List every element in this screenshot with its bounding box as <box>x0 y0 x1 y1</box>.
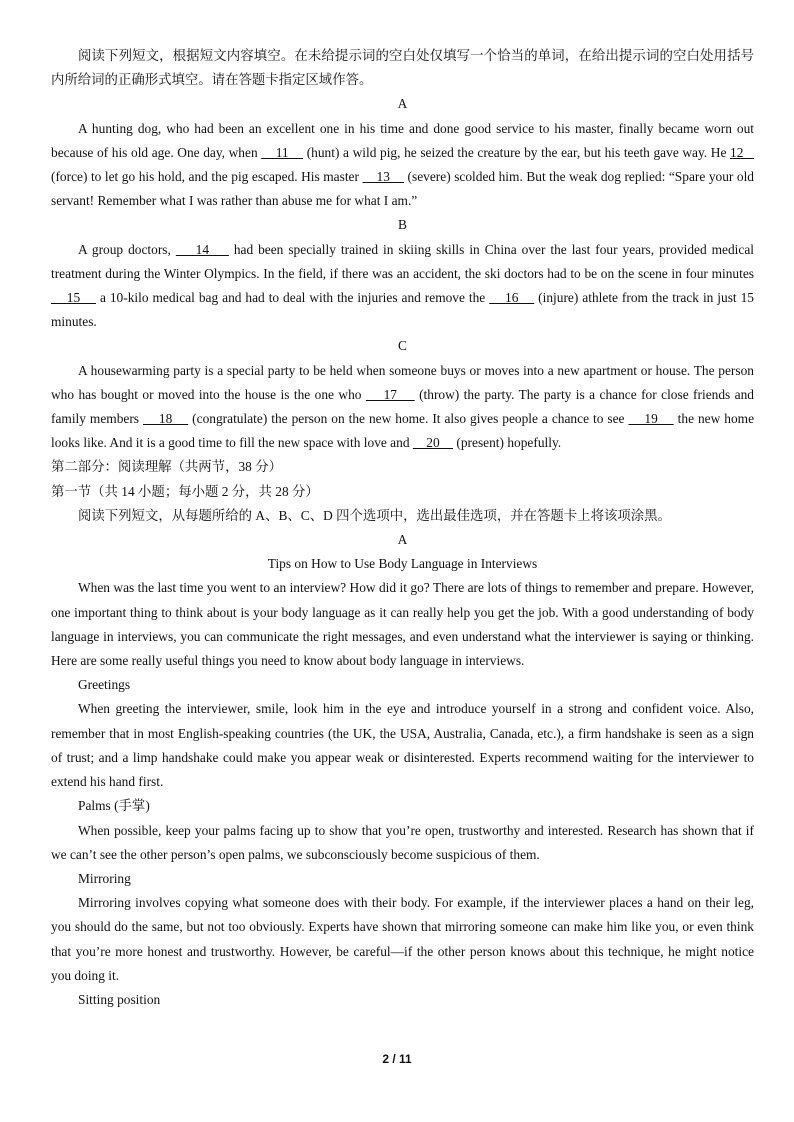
heading-mirroring: Mirroring <box>78 870 131 886</box>
blank-13: 13 <box>362 169 405 185</box>
blank-16: 16 <box>489 290 535 306</box>
heading-palms: Palms (手掌) <box>78 798 150 814</box>
blank-11: 11 <box>261 144 304 160</box>
blank-20: 20 <box>412 435 454 451</box>
blank-12: 12 <box>730 144 754 160</box>
cloze-passage-b: A group doctors, 14 had been specially trained in skiing skills in China over the last four years, provided medical treatment during the Winter Olympics. In the field, if there was an accident, the ski doctors had to be on the scene in four minutes 15 a 10-kilo medical bag and had to deal with the injuries and remove the 16 (injure) athlete from the track in just 15 minutes. <box>51 241 755 330</box>
heading-sitting-position: Sitting position <box>78 991 161 1007</box>
blank-19: 19 <box>628 411 674 427</box>
blank-18: 18 <box>143 411 189 427</box>
passage-label-c: C <box>398 338 407 354</box>
blank-17: 17 <box>365 386 415 402</box>
part-two-section-one: 第一节（共 14 小题；每小题 2 分，共 28 分） <box>51 483 319 499</box>
paragraph-greetings: When greeting the interviewer, smile, look him in the eye and introduce yourself in a strong and confident voice. Also, remember that in most English-speaking countries (the UK, the USA, Australia, Canada, etc.), a firm handshake is seen as a sign of trust; and a limp handshake could make you appear weak or disinterested. Experts recommend waiting for the interviewer to extend his hand first. <box>51 701 754 790</box>
cloze-passage-a: A hunting dog, who had been an excellent one in his time and done good service to his master, finally became worn out because of his old age. One day, when 11 (hunt) a wild pig, he seized the creature by the ear, but his teeth gave way. He 12 (force) to let go his hold, and the pig escaped. His master 13 (severe) scolded him. But the weak dog replied: “Spare your old servant! Remember what I was rather than abuse me for what I am.” <box>51 120 754 209</box>
page-number: 2 / 11 <box>382 1052 412 1066</box>
reading-title: Tips on How to Use Body Language in Interviews <box>267 556 538 572</box>
reading-instructions: 阅读下列短文，从每题所给的 A、B、C、D 四个选项中，选出最佳选项，并在答题卡上将该项涂黑。 <box>78 507 671 523</box>
reading-intro: When was the last time you went to an interview? How did it go? There are lots of things to remember and prepare. However, one important thing to think about is your body language as it can really help you get the job. With a good understanding of body language in interviews, you can communicate the right messages, and even understand what the interviewer is saying or thinking. Here are some really useful things you need to know about body language in interviews. <box>51 580 754 669</box>
passage-label-a: A <box>397 96 408 112</box>
reading-label-a: A <box>397 532 408 548</box>
cloze-passage-c: A housewarming party is a special party to be held when someone buys or moves into a new apartment or house. The person who has bought or moved into the house is the one who 17 (throw) the party. The party is a chance for close friends and family members 18 (congratulate) the person on the new home. It also gives people a chance to see 19 the new home looks like. And it is a good time to fill the new space with love and 20 (present) hopefully. <box>51 362 755 451</box>
blank-15: 15 <box>51 290 97 306</box>
paragraph-mirroring: Mirroring involves copying what someone does with their body. For example, if the interviewer places a hand on their leg, you should do the same, but not too obviously. Experts have shown that mirroring someone can make him like you, or even think that you’re more honest and trustworthy. However, be careful—if the other person knows about this technique, he might notice you doing it. <box>51 895 754 983</box>
paragraph-palms: When possible, keep your palms facing up to show that you’re open, trustworthy and interested. Research has shown that if we can’t see the other person’s open palms, we subconsciously become suspicious of them. <box>51 822 754 862</box>
part-two-title: 第二部分：阅读理解（共两节，38 分） <box>51 459 282 475</box>
document-body <box>51 44 754 1012</box>
cloze-instructions: 阅读下列短文，根据短文内容填空。在未给提示词的空白处仅填写一个恰当的单词，在给出提示词的空白处用括号内所给词的正确形式填空。请在答题卡指定区域作答。 <box>51 48 754 88</box>
passage-label-b: B <box>398 217 407 233</box>
heading-greetings: Greetings <box>78 677 131 693</box>
blank-14: 14 <box>175 241 229 257</box>
